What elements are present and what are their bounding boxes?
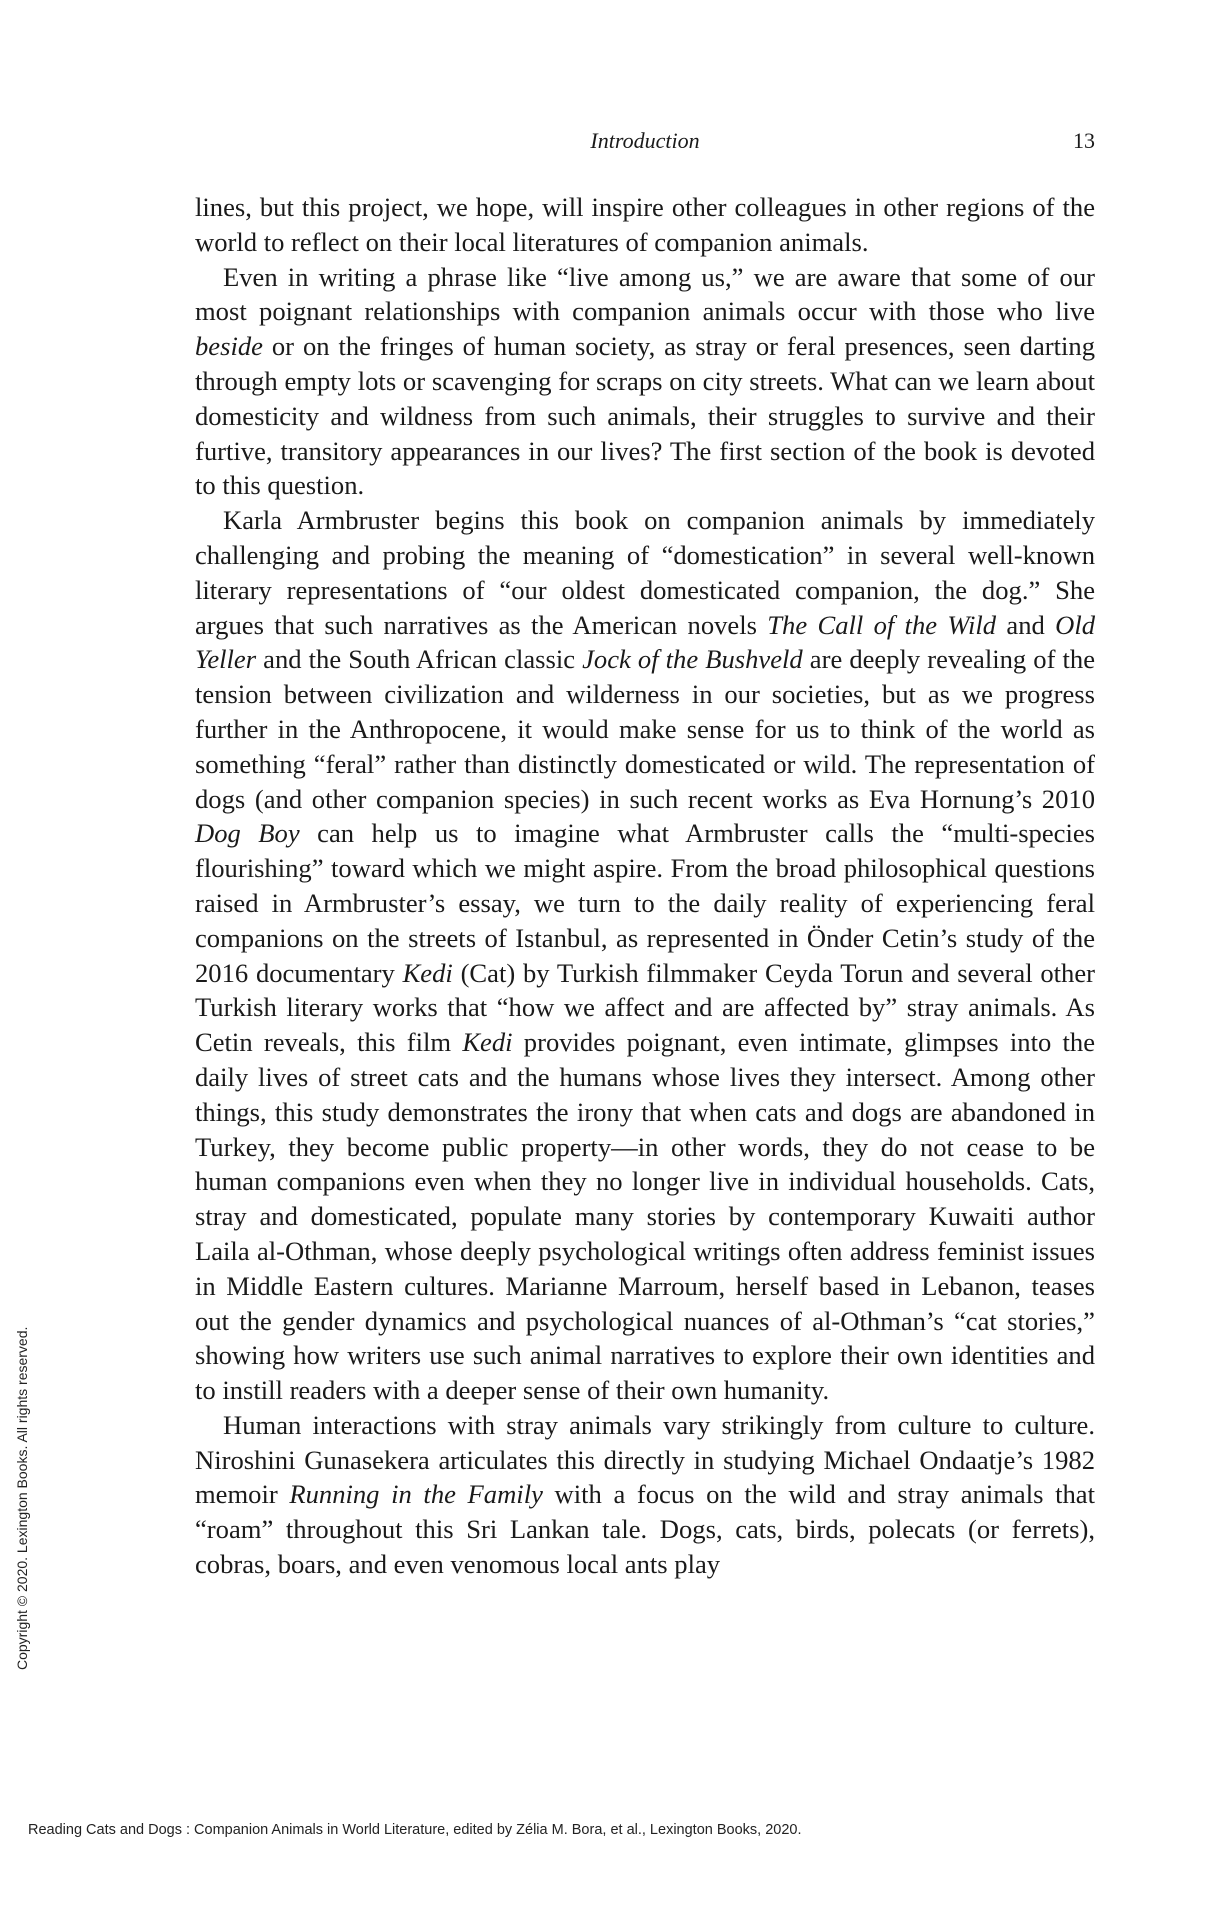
copyright-notice: Copyright © 2020. Lexington Books. All rights reserved. bbox=[14, 1326, 30, 1670]
italic-title: The Call of the Wild bbox=[767, 609, 997, 640]
italic-title: Running in the Family bbox=[289, 1479, 543, 1510]
paragraph: Even in writing a phrase like “live among us,” we are aware that some of our most poignant relationships with companion animals occur with those who live beside or on the fringes of human society, as stray or feral presences, seen darting through empty lots or scavenging for scraps on city streets. What can we learn about domesticity and wildness from such animals, their struggles to survive and their furtive, transitory appearances in our lives? The first section of the book is devoted to this question. bbox=[195, 261, 1095, 501]
italic-title: beside bbox=[195, 331, 263, 362]
citation-footer: Reading Cats and Dogs : Companion Animals in World Literature, edited by Zélia M. Bora, et al., Lexington Books, 2020. bbox=[28, 1822, 802, 1838]
italic-title: Jock of the Bushveld bbox=[582, 644, 803, 675]
italic-title: Old Yeller bbox=[195, 609, 1096, 675]
italic-title: Kedi bbox=[402, 957, 453, 988]
paragraph: lines, but this project, we hope, will inspire other colleagues in other regions of the world to reflect on their local literatures of companion animals. bbox=[195, 192, 1095, 257]
page-number: 13 bbox=[1073, 128, 1095, 153]
running-head-title: Introduction bbox=[590, 128, 700, 153]
italic-title: Kedi bbox=[462, 1027, 513, 1058]
paragraph: Karla Armbruster begins this book on companion animals by immediately challenging and probing the meaning of “domestication” in several well-known literary representations of “our oldest domesticated companion, the dog.” She argues that such narratives as the American novels The Call of the Wild and Old Yeller and the South African classic Jock of the Bushveld are deeply revealing of the tension between civilization and wilderness in our societies, but as we progress further in the Anthropocene, it would make sense for us to think of the world as something “feral” rather than distinctly domesticated or wild. The representation of dogs (and other companion species) in such recent works as Eva Hornung’s 2010 Dog Boy can help us to imagine what Armbruster calls the “multi-species flourishing” toward which we might aspire. From the broad philosophical questions raised in Armbruster’s essay, we turn to the daily reality of experiencing feral companions on the streets of Istanbul, as represented in Önder Cetin’s study of the 2016 documentary Kedi (Cat) by Turkish filmmaker Ceyda Torun and several other Turkish literary works that “how we affect and are affected by” stray animals. As Cetin reveals, this film Kedi provides poignant, even intimate, glimpses into the daily lives of street cats and the humans whose lives they intersect. Among other things, this study demonstrates the irony that when cats and dogs are abandoned in Turkey, they become public property—in other words, they do not cease to be human companions even when they no longer live in individual households. Cats, stray and domesticated, populate many stories by contemporary Kuwaiti author Laila al-Othman, whose deeply psychological writings often address feminist issues in Middle Eastern cultures. Marianne Marroum, herself based in Lebanon, teases out the gender dynamics and psychological nuances of al-Othman’s “cat stories,” showing how writers use such animal narratives to explore their own identities and to instill readers with a deeper sense of their own humanity. bbox=[195, 505, 1096, 1406]
paragraph: Human interactions with stray animals vary strikingly from culture to culture. Niroshini Gunasekera articulates this directly in studying Michael Ondaatje’s 1982 memoir Running in the Family with a focus on the wild and stray animals that “roam” throughout this Sri Lankan tale. Dogs, cats, birds, polecats (or ferrets), cobras, boars, and even venomous local ants play bbox=[195, 1409, 1095, 1580]
running-head bbox=[195, 128, 1095, 160]
italic-title: Dog Boy bbox=[195, 818, 300, 849]
body-text bbox=[195, 190, 1095, 1582]
